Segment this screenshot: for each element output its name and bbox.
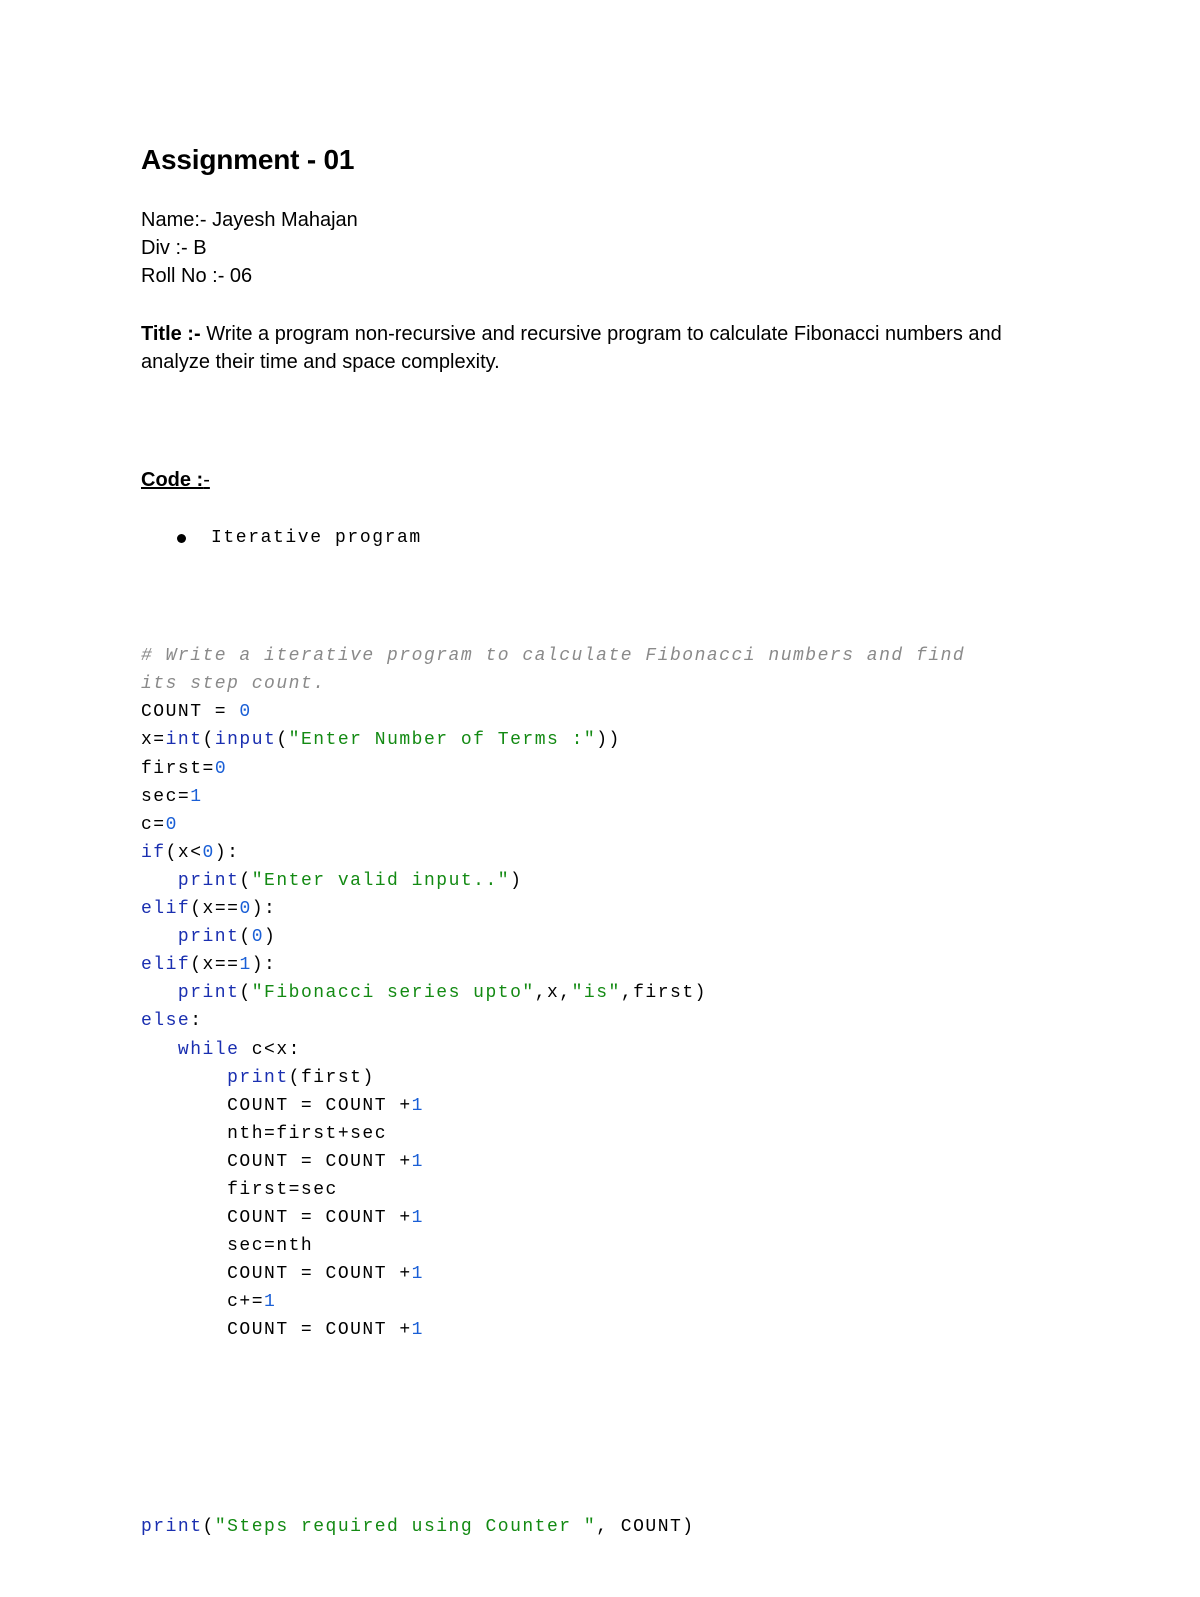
code-token: (x< xyxy=(165,842,203,863)
code-token: ) xyxy=(510,870,523,891)
code-token xyxy=(141,983,178,1003)
code-token: COUNT = COUNT + xyxy=(141,1151,412,1172)
bullet-item-text: Iterative program xyxy=(211,528,422,548)
code-token: "is" xyxy=(571,983,621,1004)
code-token: 0 xyxy=(165,814,178,835)
code-token: : xyxy=(190,1011,203,1032)
code-token: 1 xyxy=(411,1320,424,1341)
code-line xyxy=(141,839,1041,867)
code-token: while xyxy=(177,1039,240,1060)
code-block xyxy=(141,586,1041,1597)
code-line xyxy=(141,1120,1041,1148)
code-token: 0 xyxy=(214,758,228,779)
assignment-title xyxy=(141,320,1041,376)
code-token: its step count. xyxy=(141,674,326,695)
code-token: c+= xyxy=(141,1292,265,1313)
code-token: print xyxy=(177,870,240,891)
code-token xyxy=(141,1068,227,1088)
code-token: c<x: xyxy=(239,1039,301,1060)
code-token: if xyxy=(141,842,166,863)
code-token: ( xyxy=(202,1516,215,1537)
code-line xyxy=(141,1092,1041,1120)
code-token: print xyxy=(141,1516,203,1537)
code-heading xyxy=(141,466,1041,494)
code-line xyxy=(141,1204,1041,1232)
code-line xyxy=(141,1288,1041,1316)
code-heading-suffix: - xyxy=(203,469,210,491)
code-line xyxy=(141,1316,1041,1344)
code-token: ) xyxy=(264,927,277,948)
bullet-list-item xyxy=(177,524,1041,552)
code-token: first= xyxy=(141,758,215,779)
code-token: ( xyxy=(202,730,215,751)
code-token: # Write a iterative program to calculate Fibonacci numbers and find xyxy=(141,646,966,667)
code-line xyxy=(141,1260,1041,1288)
document-heading: Assignment - 01 xyxy=(141,144,355,175)
code-token: (x== xyxy=(190,899,240,920)
code-token: print xyxy=(227,1067,289,1088)
student-roll-number: Roll No :- 06 xyxy=(141,265,253,287)
code-blank-gap xyxy=(141,1401,1041,1457)
code-lines xyxy=(141,642,1041,1344)
code-token: ( xyxy=(276,730,289,751)
code-line xyxy=(141,698,1041,726)
code-token: COUNT = COUNT + xyxy=(141,1208,412,1229)
code-token: 1 xyxy=(264,1292,277,1313)
code-token: sec=nth xyxy=(141,1236,314,1257)
code-line xyxy=(141,726,1041,754)
code-heading-label: Code : xyxy=(141,469,204,491)
student-division: Div :- B xyxy=(141,237,207,259)
code-token: COUNT = COUNT + xyxy=(141,1264,412,1285)
code-token: ( xyxy=(239,927,252,948)
code-token: ,x, xyxy=(534,983,572,1004)
code-token: 1 xyxy=(411,1151,424,1172)
student-name: Name:- Jayesh Mahajan xyxy=(141,209,358,231)
code-token: c= xyxy=(141,814,166,835)
code-line-final-print xyxy=(141,1513,1041,1541)
code-token: print xyxy=(177,927,240,948)
code-token: ): xyxy=(251,955,277,976)
code-token: (first) xyxy=(288,1067,375,1088)
code-line xyxy=(141,951,1041,979)
code-token: 1 xyxy=(190,786,203,807)
code-token: ( xyxy=(239,983,252,1004)
code-token: COUNT = xyxy=(141,702,240,723)
code-token: elif xyxy=(141,899,191,920)
code-token: elif xyxy=(141,955,191,976)
student-info xyxy=(141,206,1041,290)
code-token: 0 xyxy=(239,702,252,723)
code-line xyxy=(141,670,1041,698)
title-label: Title :- xyxy=(141,323,201,345)
code-line xyxy=(141,979,1041,1007)
code-line xyxy=(141,1064,1041,1092)
code-token: 1 xyxy=(239,955,252,976)
code-token: ( xyxy=(239,870,252,891)
title-text: Write a program non-recursive and recursive program to calculate Fibonacci numbers and analyze their time and space complexity. xyxy=(141,323,1002,373)
code-token: COUNT = COUNT + xyxy=(141,1095,412,1116)
code-token: ,first) xyxy=(620,983,707,1004)
code-line xyxy=(141,1176,1041,1204)
code-token: "Steps required using Counter " xyxy=(214,1516,597,1537)
code-token: COUNT = COUNT + xyxy=(141,1320,412,1341)
bullet-icon xyxy=(177,534,186,543)
code-token: 1 xyxy=(411,1208,424,1229)
code-token: sec= xyxy=(141,786,191,807)
code-line xyxy=(141,1036,1041,1064)
code-token: "Enter Number of Terms :" xyxy=(288,730,597,751)
code-token: 1 xyxy=(411,1264,424,1285)
code-token: x= xyxy=(141,730,166,751)
code-token: ): xyxy=(214,842,240,863)
document-content xyxy=(141,140,1041,1597)
code-token: 0 xyxy=(239,899,252,920)
code-line xyxy=(141,642,1041,670)
code-line xyxy=(141,811,1041,839)
code-token: 1 xyxy=(411,1095,424,1116)
code-token xyxy=(141,927,178,947)
code-line xyxy=(141,895,1041,923)
code-line xyxy=(141,1232,1041,1260)
code-line xyxy=(141,1007,1041,1035)
code-token: "Enter valid input.." xyxy=(251,870,511,891)
code-token: else xyxy=(141,1011,191,1032)
code-token: (x== xyxy=(190,955,240,976)
code-token: 0 xyxy=(202,842,215,863)
code-token: first=sec xyxy=(141,1179,338,1200)
code-token: int xyxy=(165,730,203,751)
code-token: 0 xyxy=(251,927,265,948)
code-line xyxy=(141,1148,1041,1176)
code-line xyxy=(141,923,1041,951)
code-token xyxy=(141,871,178,891)
code-token: "Fibonacci series upto" xyxy=(251,983,535,1004)
code-line xyxy=(141,867,1041,895)
code-token: nth=first+sec xyxy=(141,1123,388,1144)
code-token: ): xyxy=(251,899,277,920)
code-line xyxy=(141,755,1041,783)
code-token xyxy=(141,1040,178,1060)
code-token: input xyxy=(214,730,277,751)
code-token: print xyxy=(177,983,240,1004)
code-token: , COUNT) xyxy=(596,1516,695,1537)
code-line xyxy=(141,783,1041,811)
code-token: )) xyxy=(596,730,621,751)
